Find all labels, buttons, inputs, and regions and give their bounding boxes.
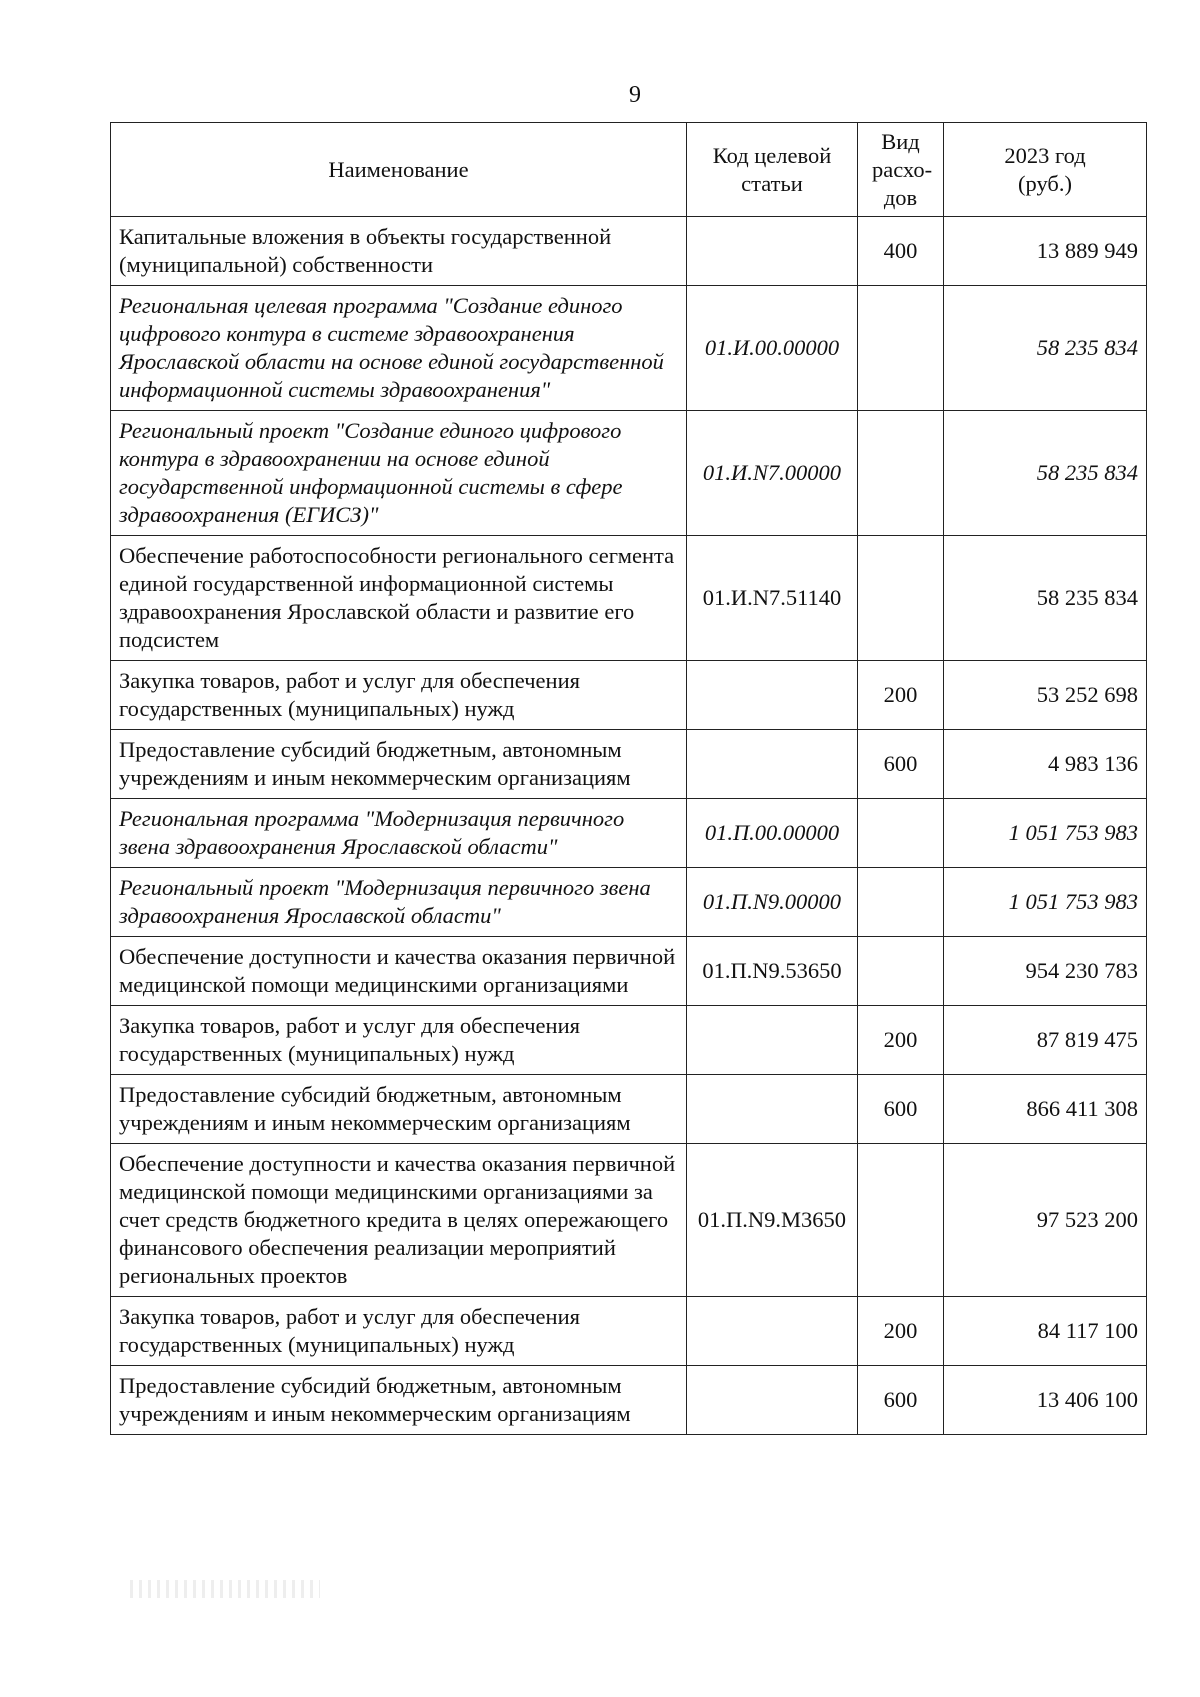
scan-artifact: [130, 1580, 320, 1598]
row-amount: 58 235 834: [944, 536, 1147, 661]
row-kind: [858, 799, 944, 868]
row-amount: 4 983 136: [944, 730, 1147, 799]
header-amount: 2023 год (руб.): [944, 123, 1147, 217]
row-code: 01.П.N9.00000: [687, 868, 858, 937]
row-kind: 200: [858, 661, 944, 730]
header-code: Код целевой статьи: [687, 123, 858, 217]
row-code: 01.И.00.00000: [687, 286, 858, 411]
table-row: [111, 1075, 1147, 1144]
row-code: 01.И.N7.51140: [687, 536, 858, 661]
row-kind: [858, 937, 944, 1006]
row-name: Региональная программа "Модернизация первичного звена здравоохранения Ярославской области": [111, 799, 687, 868]
row-name: Обеспечение доступности и качества оказания первичной медицинской помощи медицинскими организациями за счет средств бюджетного кредита в целях опережающего финансового обеспечения реализации мероприятий региональных проектов: [111, 1144, 687, 1297]
row-amount: 954 230 783: [944, 937, 1147, 1006]
row-kind: 400: [858, 217, 944, 286]
row-kind: [858, 411, 944, 536]
row-kind: [858, 286, 944, 411]
table-row: [111, 217, 1147, 286]
page-number: 9: [629, 82, 641, 108]
row-name: Региональный проект "Создание единого цифрового контура в здравоохранении на основе единой государственной информационной системы в сфере здравоохранения (ЕГИСЗ)": [111, 411, 687, 536]
row-kind: 600: [858, 730, 944, 799]
row-code: [687, 1297, 858, 1366]
row-name: Предоставление субсидий бюджетным, автономным учреждениям и иным некоммерческим организациям: [111, 1366, 687, 1435]
row-kind: [858, 536, 944, 661]
row-amount: 97 523 200: [944, 1144, 1147, 1297]
table-header-row: [111, 123, 1147, 217]
row-code: [687, 661, 858, 730]
row-amount: 13 889 949: [944, 217, 1147, 286]
row-name: Обеспечение доступности и качества оказания первичной медицинской помощи медицинскими организациями: [111, 937, 687, 1006]
row-name: Предоставление субсидий бюджетным, автономным учреждениям и иным некоммерческим организациям: [111, 730, 687, 799]
row-code: [687, 1075, 858, 1144]
row-code: 01.П.00.00000: [687, 799, 858, 868]
table-row: [111, 1366, 1147, 1435]
header-name: Наименование: [111, 123, 687, 217]
row-kind: 600: [858, 1075, 944, 1144]
table-row: [111, 1144, 1147, 1297]
table-row: [111, 937, 1147, 1006]
table-row: [111, 1297, 1147, 1366]
table-row: [111, 730, 1147, 799]
row-code: 01.И.N7.00000: [687, 411, 858, 536]
table-row: [111, 799, 1147, 868]
budget-table: [110, 122, 1147, 1435]
table-row: [111, 661, 1147, 730]
row-amount: 58 235 834: [944, 411, 1147, 536]
row-amount: 866 411 308: [944, 1075, 1147, 1144]
row-kind: [858, 1144, 944, 1297]
row-code: [687, 1366, 858, 1435]
row-code: 01.П.N9.53650: [687, 937, 858, 1006]
row-name: Закупка товаров, работ и услуг для обеспечения государственных (муниципальных) нужд: [111, 661, 687, 730]
table-row: [111, 411, 1147, 536]
row-amount: 13 406 100: [944, 1366, 1147, 1435]
table-row: [111, 1006, 1147, 1075]
row-code: [687, 730, 858, 799]
row-amount: 1 051 753 983: [944, 868, 1147, 937]
row-kind: 600: [858, 1366, 944, 1435]
table-row: [111, 536, 1147, 661]
row-code: [687, 1006, 858, 1075]
row-amount: 58 235 834: [944, 286, 1147, 411]
row-code: [687, 217, 858, 286]
table-row: [111, 286, 1147, 411]
row-code: 01.П.N9.М3650: [687, 1144, 858, 1297]
row-name: Обеспечение работоспособности регионального сегмента единой государственной информационной системы здравоохранения Ярославской области и развитие его подсистем: [111, 536, 687, 661]
row-amount: 84 117 100: [944, 1297, 1147, 1366]
row-amount: 1 051 753 983: [944, 799, 1147, 868]
row-name: Закупка товаров, работ и услуг для обеспечения государственных (муниципальных) нужд: [111, 1297, 687, 1366]
row-amount: 53 252 698: [944, 661, 1147, 730]
row-name: Капитальные вложения в объекты государственной (муниципальной) собственности: [111, 217, 687, 286]
header-kind: Вид расхо-дов: [858, 123, 944, 217]
row-name: Региональный проект "Модернизация первичного звена здравоохранения Ярославской области": [111, 868, 687, 937]
row-name: Региональная целевая программа "Создание единого цифрового контура в системе здравоохранения Ярославской области на основе единой государственной информационной системы здравоохранения": [111, 286, 687, 411]
row-name: Предоставление субсидий бюджетным, автономным учреждениям и иным некоммерческим организациям: [111, 1075, 687, 1144]
row-kind: [858, 868, 944, 937]
row-name: Закупка товаров, работ и услуг для обеспечения государственных (муниципальных) нужд: [111, 1006, 687, 1075]
row-kind: 200: [858, 1297, 944, 1366]
row-amount: 87 819 475: [944, 1006, 1147, 1075]
table-row: [111, 868, 1147, 937]
row-kind: 200: [858, 1006, 944, 1075]
table-body: [111, 217, 1147, 1435]
